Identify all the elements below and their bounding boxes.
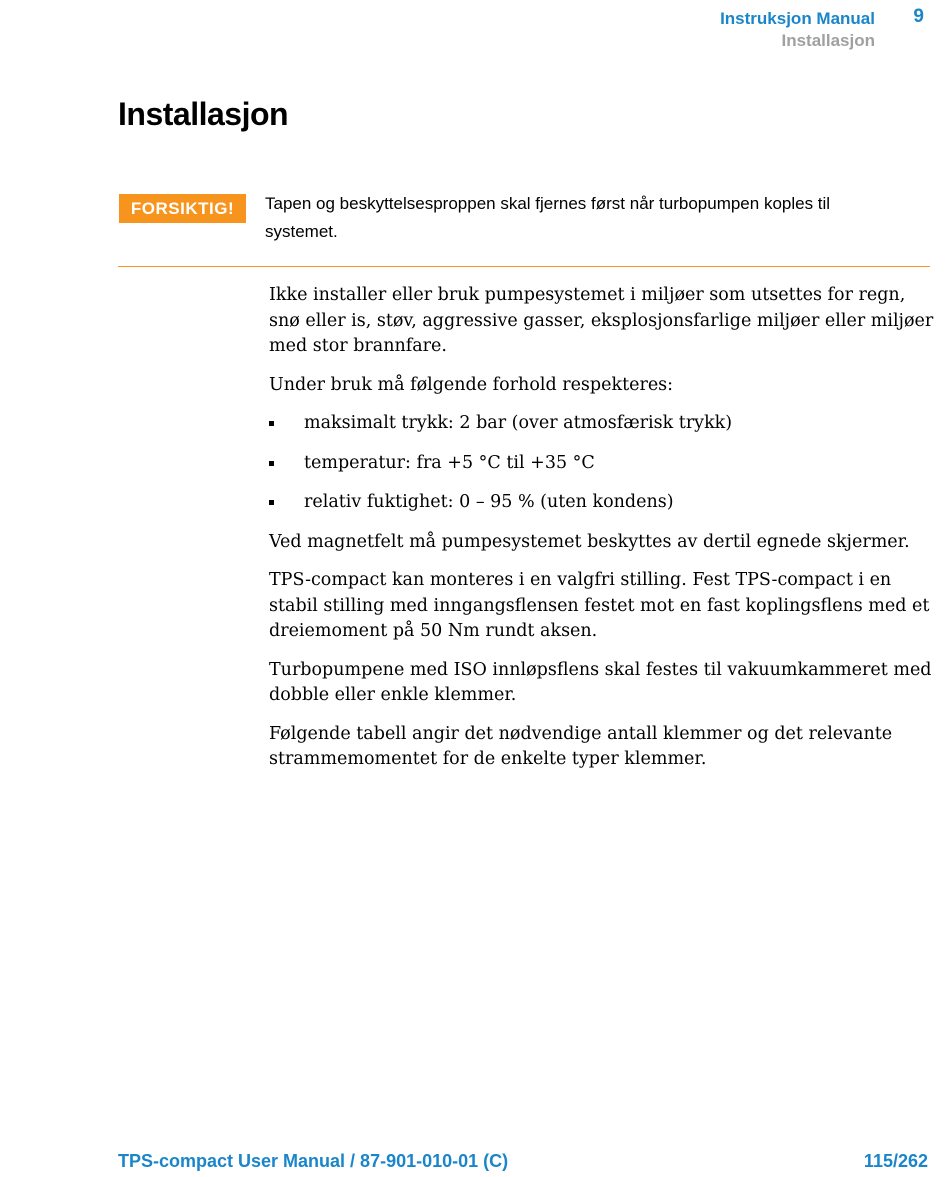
list-item-text: temperatur: fra +5 °C til +35 °C xyxy=(304,452,595,473)
list-item-text: maksimalt trykk: 2 bar (over atmosfærisk trykk) xyxy=(304,413,733,433)
body-text xyxy=(269,283,934,786)
bullet-icon xyxy=(269,421,274,426)
list-item xyxy=(269,411,934,437)
paragraph-magnetic-field: Ved magnetfelt må pumpesystemet beskyttes av dertil egnede skjermer. xyxy=(269,531,910,552)
running-header xyxy=(720,8,875,52)
list-item xyxy=(269,490,934,516)
paragraph-clamps: Turbopumpene med ISO innløpsflens skal festes til vakuumkammeret med dobble eller enkle klemmer. xyxy=(269,659,932,705)
chapter-number: 9 xyxy=(913,6,924,27)
header-subtitle: Installasjon xyxy=(781,31,875,50)
bullet-icon xyxy=(269,461,274,466)
header-title: Instruksjon Manual xyxy=(720,9,875,28)
conditions-list xyxy=(269,411,934,516)
caution-badge: FORSIKTIG! xyxy=(119,194,246,223)
paragraph-mounting: TPS-compact kan monteres i en valgfri stilling. Fest TPS-compact i en stabil stilling med inngangsflensen festet mot en fast koplingsflens med et dreiemoment på 50 Nm rundt aksen. xyxy=(269,570,930,641)
caution-text: Tapen og beskyttelsesproppen skal fjernes først når turbopumpen koples til systemet. xyxy=(265,194,831,241)
bullet-icon xyxy=(269,500,274,505)
list-item-text: relativ fuktighet: 0 – 95 % (uten kondens) xyxy=(304,492,674,512)
footer-page-number: 115/262 xyxy=(863,1151,928,1171)
list-item xyxy=(269,451,934,477)
caution-divider xyxy=(118,266,930,267)
paragraph-table-intro: Følgende tabell angir det nødvendige antall klemmer og det relevante strammemomentet for de enkelte typer klemmer. xyxy=(269,723,893,769)
paragraph-conditions-intro: Under bruk må følgende forhold respekteres: xyxy=(269,374,674,395)
paragraph-environment: Ikke installer eller bruk pumpesystemet i miljøer som utsettes for regn, snø eller is, støv, aggressive gasser, eksplosjonsfarlige miljøer eller miljøer med stor brannfare. xyxy=(269,285,934,356)
page-title: Installasjon xyxy=(118,96,289,132)
footer-document-id: TPS-compact User Manual / 87-901-010-01 (C) xyxy=(118,1151,509,1171)
